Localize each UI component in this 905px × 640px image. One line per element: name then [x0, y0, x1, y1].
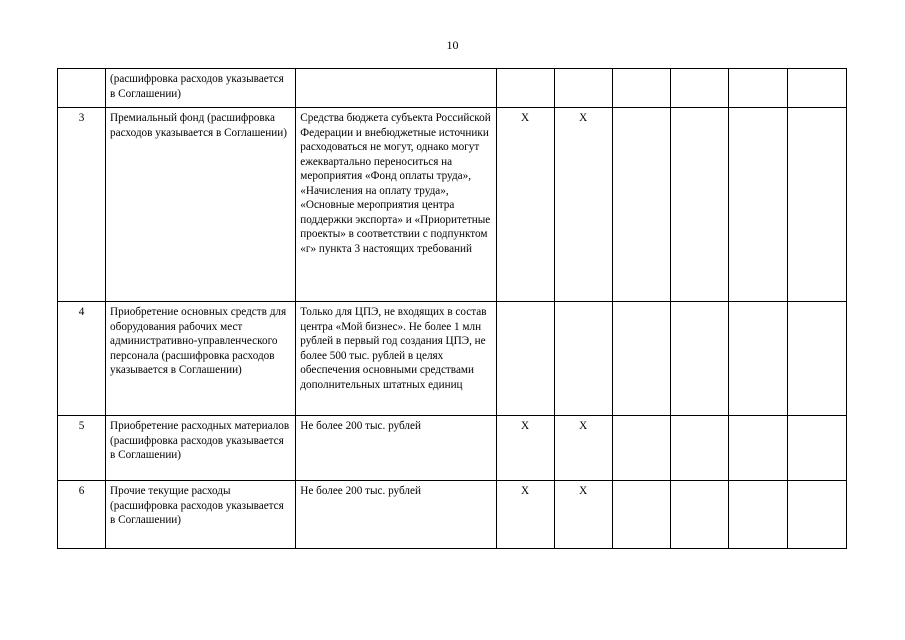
page-number: 10 [446, 38, 459, 52]
empty-cell [612, 69, 670, 108]
row-number: 5 [58, 416, 106, 481]
expense-name: Премиальный фонд (расшифровка расходов указывается в Соглашении) [106, 108, 296, 302]
mark-cell: Х [496, 481, 554, 549]
table-row [58, 416, 847, 481]
empty-cell [728, 108, 787, 302]
empty-cell [728, 481, 787, 549]
empty-cell [728, 302, 787, 416]
mark-cell [496, 302, 554, 416]
expense-condition: Не более 200 тыс. рублей [296, 481, 496, 549]
expense-condition: Только для ЦПЭ, не входящих в состав центра «Мой бизнес». Не более 1 млн рублей в первый год создания ЦПЭ, не более 500 тыс. рублей в целях обеспечения основными средствами дополнительных штатных единиц [296, 302, 496, 416]
empty-cell [670, 481, 728, 549]
table-row [58, 69, 847, 108]
empty-cell [787, 69, 846, 108]
mark-cell: Х [496, 416, 554, 481]
mark-cell: Х [554, 108, 612, 302]
mark-cell: Х [554, 416, 612, 481]
empty-cell [787, 416, 846, 481]
expense-condition: Средства бюджета субъекта Российской Федерации и внебюджетные источники расходоваться не могут, однако могут ежеквартально переноситься на мероприятия «Фонд оплаты труда», «Начисления на оплату труда», «Основные мероприятия центра поддержки экспорта» и «Приоритетные проекты» в соответствии с подпунктом «г» пункта 3 настоящих требований [296, 108, 496, 302]
mark-cell [554, 302, 612, 416]
table-row [58, 481, 847, 549]
mark-cell: Х [496, 108, 554, 302]
empty-cell [787, 302, 846, 416]
mark-cell [554, 69, 612, 108]
expense-table [57, 68, 847, 549]
row-number: 6 [58, 481, 106, 549]
row-number: 3 [58, 108, 106, 302]
empty-cell [670, 108, 728, 302]
empty-cell [612, 481, 670, 549]
empty-cell [787, 481, 846, 549]
empty-cell [612, 416, 670, 481]
empty-cell [728, 69, 787, 108]
expense-name: (расшифровка расходов указывается в Соглашении) [106, 69, 296, 108]
table-row [58, 108, 847, 302]
expense-condition: Не более 200 тыс. рублей [296, 416, 496, 481]
empty-cell [612, 108, 670, 302]
mark-cell [496, 69, 554, 108]
mark-cell: Х [554, 481, 612, 549]
table-row [58, 302, 847, 416]
empty-cell [670, 416, 728, 481]
expense-name: Приобретение расходных материалов (расшифровка расходов указывается в Соглашении) [106, 416, 296, 481]
empty-cell [670, 302, 728, 416]
row-number [58, 69, 106, 108]
empty-cell [670, 69, 728, 108]
expense-condition [296, 69, 496, 108]
row-number: 4 [58, 302, 106, 416]
expense-name: Приобретение основных средств для оборудования рабочих мест административно-управленческого персонала (расшифровка расходов указывается в Соглашении) [106, 302, 296, 416]
expense-name: Прочие текущие расходы (расшифровка расходов указывается в Соглашении) [106, 481, 296, 549]
empty-cell [787, 108, 846, 302]
empty-cell [728, 416, 787, 481]
empty-cell [612, 302, 670, 416]
